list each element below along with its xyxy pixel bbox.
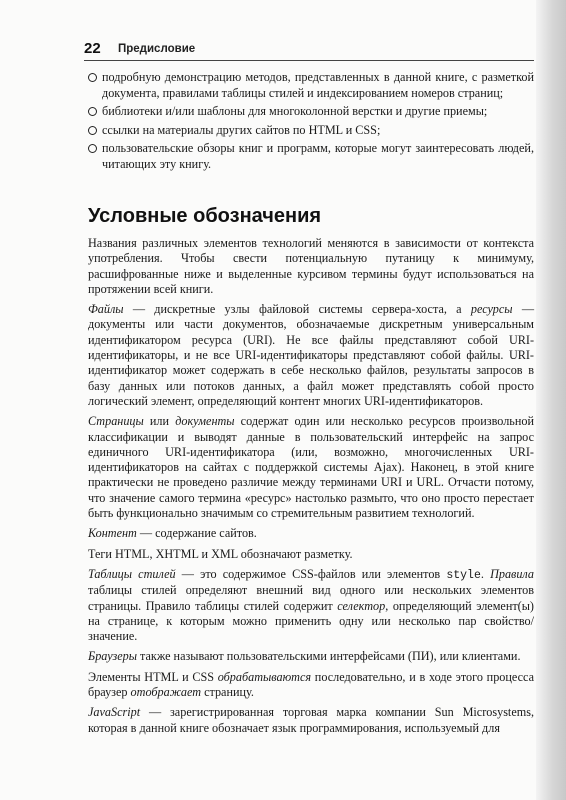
- list-item: ссылки на материалы других сайтов по HTML и CSS;: [88, 123, 534, 139]
- page-number: 22: [84, 40, 101, 57]
- paragraph: Таблицы стилей — это содержимое CSS-файлов или элементов style. Правила таблицы стилей определяют внешний вид одного или нескольких элементов страницы. Правило таблицы стилей содержит селектор, определяющий элемент(ы) на странице, к которым можно применить одну или несколько пар свойство/значение.: [88, 566, 534, 644]
- circle-bullet-icon: [88, 126, 97, 135]
- circle-bullet-icon: [88, 107, 97, 116]
- page-edge-shadow: [536, 0, 566, 800]
- paragraph: Страницы или документы содержат один или несколько ресурсов произвольной классификации и выводят данные в пользовательский интерфейс на запрос единичного URI-идентификатора (или, возможно, многочисленных URI-идентификаторов на сайтах с поддержкой системы Ajax). Наконец, в этой книге практически не проведено различие между терминами URI и URL. Отчасти потому, что значение самого термина «ресурс» настолько размыто, что оно просто перестает быть функционально значимым со стремительным развитием технологий.: [88, 414, 534, 521]
- list-item: подробную демонстрацию методов, представленных в данной книге, с разметкой документа, правилами таблицы стилей и индексированием номеров страниц;: [88, 70, 534, 101]
- paragraph: JavaScript — зарегистрированная торговая марка компании Sun Microsystems, которая в данной книге обозначает язык программирования, используемый для: [88, 705, 534, 735]
- bullet-list: [88, 70, 534, 176]
- paragraph: Файлы — дискретные узлы файловой системы сервера-хоста, а ресурсы — документы или части документов, обозначаемые дискретным универсальным идентификатором ресурса (URI). Не все файлы представляют собой URI-идентификаторы, и не все URI-идентификаторы представляют собой файлы. URI-идентификатор может содержать в себе несколько файлов, результаты запросов в базу данных или потоков данных, а файл может представлять собой просто логический элемент, определяющий контент многих URI-идентификаторов.: [88, 302, 535, 408]
- section-title: Условные обозначения: [88, 205, 322, 227]
- circle-bullet-icon: [88, 144, 97, 153]
- body-text: [88, 236, 534, 741]
- page-header: [84, 38, 534, 61]
- paragraph: Теги HTML, XHTML и XML обозначают разметку.: [88, 546, 353, 561]
- paragraph: Названия различных элементов технологий меняются в зависимости от контекста употребления. Чтобы свести потенциальную путаницу к минимуму, расшифрованные ниже и выделенные курсивом термины будут использоваться на протяжении всей книги.: [88, 236, 534, 296]
- list-item: библиотеки и/или шаблоны для многоколонной верстки и другие приемы;: [88, 104, 534, 120]
- paragraph: Элементы HTML и CSS обрабатываются последовательно, и в ходе этого процесса браузер отображает страницу.: [88, 669, 534, 700]
- paragraph: Контент — содержание сайтов.: [88, 526, 257, 541]
- paragraph: Браузеры также называют пользовательскими интерфейсами (ПИ), или клиентами.: [88, 649, 521, 664]
- code-style: style: [446, 568, 481, 582]
- running-head: Предисловие: [118, 43, 196, 55]
- circle-bullet-icon: [88, 73, 97, 82]
- list-item: пользовательские обзоры книг и программ, которые могут заинтересовать людей, читающих эту книгу.: [88, 141, 534, 172]
